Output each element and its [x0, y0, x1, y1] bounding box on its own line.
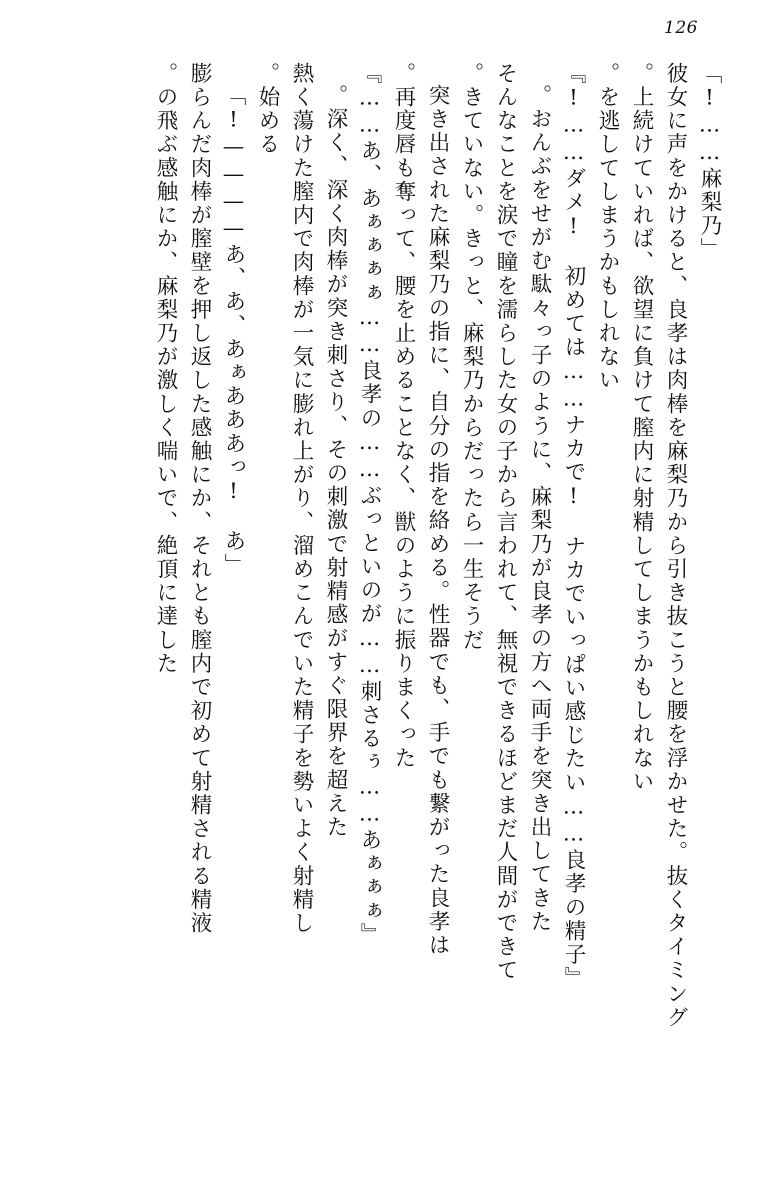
text-column: 「麻梨乃……!」: [697, 62, 722, 262]
text-column: そんなことを涙で瞳を濡らした女の子から言われて、無視できるほどまだ人間ができて: [493, 62, 518, 983]
text-column: 上続けていれば、欲望に負けて膣内に射精してしまうかもしれない。: [629, 62, 654, 794]
text-column: を逃してしまうかもしれない。: [595, 62, 620, 393]
text-column: 『あ、あぁぁぁぁ……良孝の……ぶっといのが……刺さるぅ……あぁぁぁ……』: [357, 62, 382, 947]
text-column: 熱く蕩けた膣内で肉棒が一気に膨れ上がり、溜めこんでいた精子を勢いよく射精し: [289, 62, 314, 936]
text-column: 膨らんだ肉棒が膣壁を押し返した感触にか、それとも膣内で初めて射精される精液: [187, 62, 212, 936]
text-column: 彼女に声をかけると、良孝は肉棒を麻梨乃から引き抜こうと腰を浮かせた。抜くタイミング: [663, 62, 688, 1030]
text-column: 突き出された麻梨乃の指に、自分の指を絡める。性器でも、手でも繋がった良孝は: [425, 84, 450, 958]
text-column: 深く、深く肉棒が突き刺さり、その刺激で射精感がすぐ限界を超えた。: [323, 84, 348, 840]
text-column: 『ダメ! 初めては……ナカで! ナカでいっぱい感じたい……良孝の精子……!』: [561, 62, 586, 991]
text-column: 始める。: [255, 62, 280, 157]
text-column: きていない。きっと、麻梨乃からだったら一生そうだ。: [459, 62, 484, 653]
page-number: 126: [664, 18, 698, 38]
vertical-text-body: [40, 62, 720, 1162]
text-column: の飛ぶ感触にか、麻梨乃が激しく喘いで、絶頂に達した。: [153, 62, 178, 676]
text-column: おんぶをせがむ駄々っ子のように、麻梨乃が良孝の方へ両手を突き出してきた。: [527, 84, 552, 934]
text-column: 再度唇も奪って、腰を止めることなく、獣のように振りまくった。: [391, 62, 416, 771]
text-column: 「あ、あ、あぁあああっ! あ————!」: [221, 84, 246, 578]
